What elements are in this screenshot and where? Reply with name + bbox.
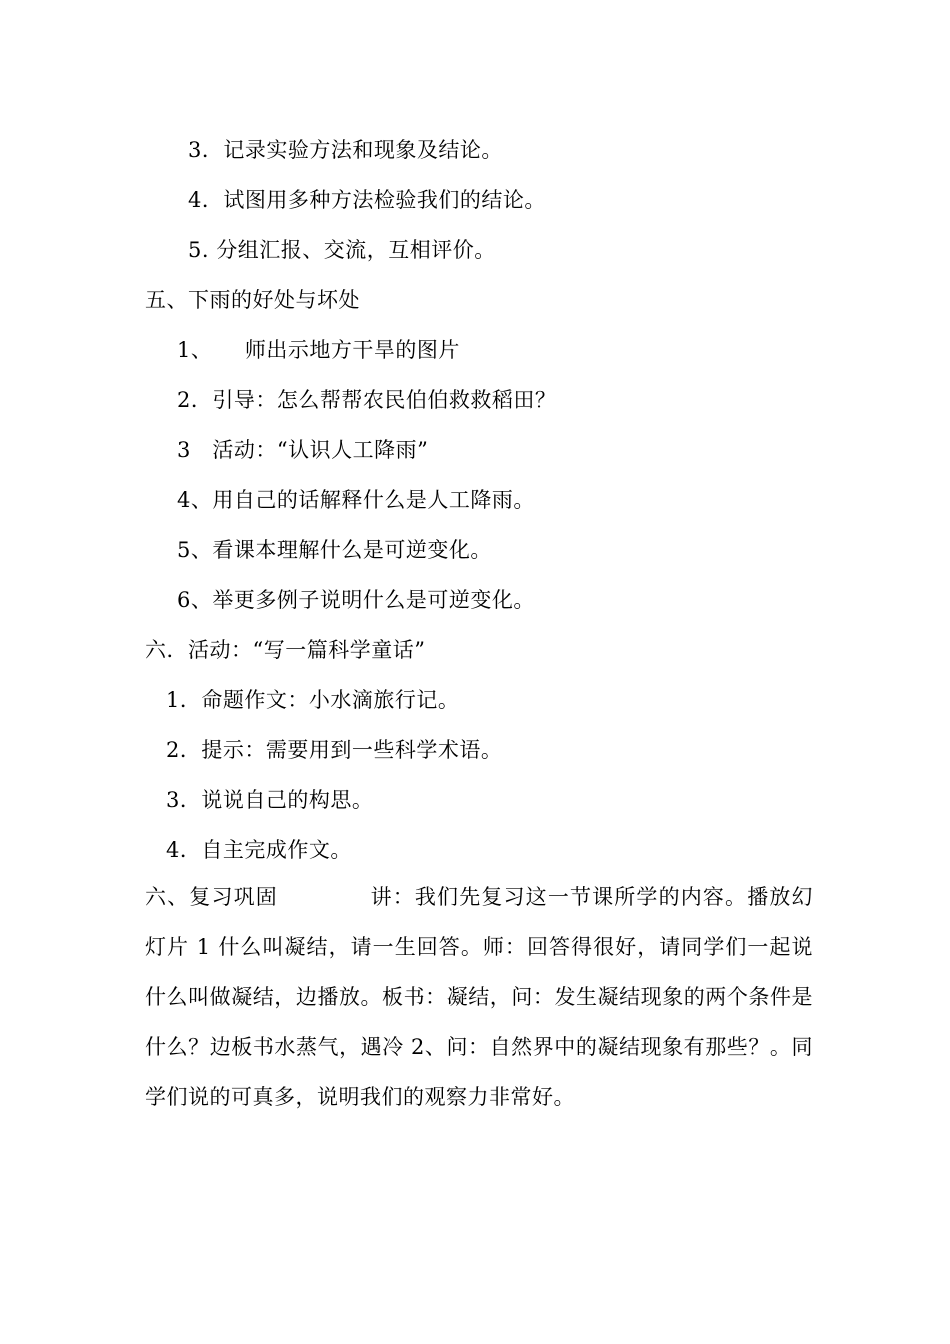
rain-item-1: 1、 师出示地方干旱的图片 — [177, 338, 460, 362]
rain-item-4: 4、用自己的话解释什么是人工降雨。 — [177, 488, 535, 512]
review-heading: 六、复习巩固 — [145, 885, 278, 909]
activity-item-1: 1．命题作文：小水滴旅行记。 — [166, 688, 460, 712]
rain-item-6: 6、举更多例子说明什么是可逆变化。 — [177, 588, 535, 612]
rain-item-5: 5、看课本理解什么是可逆变化。 — [177, 538, 492, 562]
activity-item-3: 3．说说自己的构思。 — [166, 788, 374, 812]
activity-item-4: 4．自主完成作文。 — [166, 838, 352, 862]
section-heading-rain: 五、下雨的好处与坏处 — [145, 288, 360, 312]
rain-item-2: 2．引导：怎么帮帮农民伯伯救救稻田？ — [177, 388, 557, 412]
step-5-report: 5. 分组汇报、交流，互相评价。 — [188, 238, 496, 262]
review-body: 讲：我们先复习这一节课所学的内容。播放幻灯片 1 什么叫凝结，请一生回答。师：回答得很好，请同学们一起说什么叫做凝结，边播放。板书：凝结，问：发生凝结现象的两个条件是什么？边板书水蒸气，遇冷 2、问：自然界中的凝结现象有那些？。同学们说的可真多，说明我们的观察力非常好。 — [145, 885, 814, 1109]
step-4-verify: 4．试图用多种方法检验我们的结论。 — [188, 188, 546, 212]
rain-item-3: 3 活动：“认识人工降雨” — [177, 438, 429, 462]
step-3-record: 3．记录实验方法和现象及结论。 — [188, 138, 503, 162]
activity-item-2: 2．提示：需要用到一些科学术语。 — [166, 738, 503, 762]
review-paragraph — [145, 872, 813, 1122]
section-heading-activity: 六．活动：“写一篇科学童话” — [145, 638, 426, 662]
